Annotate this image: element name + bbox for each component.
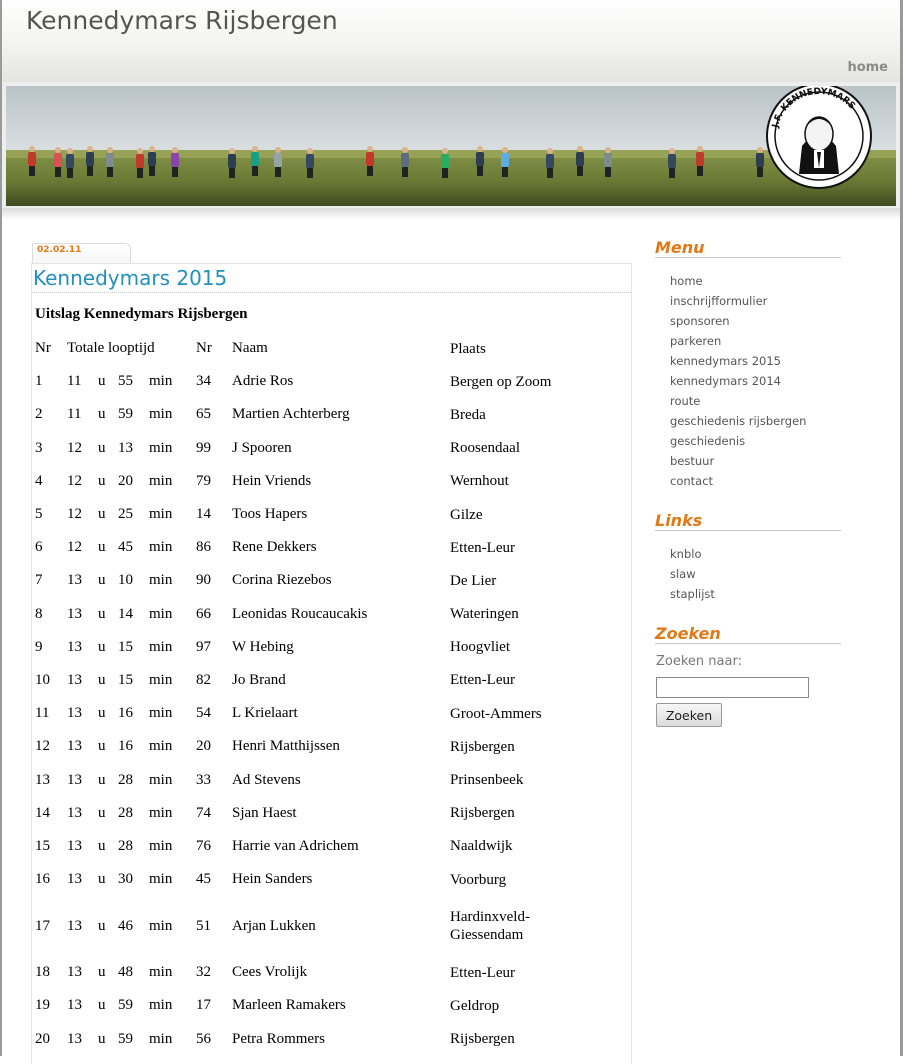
result-start-nr: 90 — [196, 572, 211, 589]
walker-legs — [149, 166, 155, 176]
walker-figure — [136, 154, 144, 168]
walker-legs — [229, 168, 235, 178]
result-minutes-unit: min — [149, 837, 173, 854]
walker-figure — [28, 152, 36, 166]
walker-legs — [605, 167, 611, 177]
result-nr: 2 — [35, 406, 43, 423]
table-row — [35, 631, 580, 664]
result-hours: 13 — [67, 1030, 82, 1047]
result-minutes: 28 — [118, 804, 133, 821]
result-minutes-unit: min — [149, 439, 173, 456]
logo-text: J.F. KENNEDYMARS — [770, 86, 857, 129]
result-hours: 13 — [67, 771, 82, 788]
result-city: Geldrop — [450, 997, 500, 1014]
table-row — [35, 432, 580, 465]
result-nr: 19 — [35, 997, 50, 1014]
result-start-nr: 76 — [196, 837, 211, 854]
result-start-nr: 86 — [196, 539, 211, 556]
result-name: Leonidas Roucaucakis — [232, 605, 368, 622]
walker-head — [502, 147, 508, 153]
result-nr: 14 — [35, 804, 50, 821]
walker-figure — [441, 154, 449, 168]
result-hours-unit: u — [98, 671, 106, 688]
result-hours-unit: u — [98, 406, 106, 423]
walker-figure — [228, 154, 236, 168]
result-hours-unit: u — [98, 439, 106, 456]
walker-head — [477, 146, 483, 152]
post-content — [31, 263, 632, 1064]
result-start-nr: 97 — [196, 638, 211, 655]
title-divider — [32, 292, 631, 293]
result-hours: 12 — [67, 539, 82, 556]
table-row — [35, 664, 580, 697]
result-minutes: 25 — [118, 506, 133, 523]
walker-legs — [67, 168, 73, 178]
links-heading: Links — [655, 511, 841, 531]
result-hours-unit: u — [98, 738, 106, 755]
result-name: Marleen Ramakers — [232, 997, 346, 1014]
result-name: Cees Vrolijk — [232, 964, 308, 981]
result-hours-unit: u — [98, 373, 106, 390]
result-nr: 7 — [35, 572, 43, 589]
result-city: Wateringen — [450, 606, 519, 623]
walker-head — [55, 147, 61, 153]
link-item-slaw[interactable]: slaw — [670, 567, 696, 581]
search-label: Zoeken naar: — [656, 654, 742, 669]
result-hours: 13 — [67, 997, 82, 1014]
walker-head — [87, 146, 93, 152]
walker-figure — [251, 152, 259, 166]
result-city: Breda — [450, 406, 486, 423]
walker-legs — [87, 166, 93, 176]
result-hours-unit: u — [98, 705, 106, 722]
table-row — [35, 989, 580, 1022]
result-minutes-unit: min — [149, 605, 173, 622]
result-minutes-unit: min — [149, 572, 173, 589]
result-hours: 12 — [67, 439, 82, 456]
result-hours: 13 — [67, 705, 82, 722]
result-minutes: 16 — [118, 705, 133, 722]
table-row — [35, 956, 580, 989]
result-hours-unit: u — [98, 964, 106, 981]
menu-item-sponsoren[interactable]: sponsoren — [670, 314, 730, 328]
result-minutes-unit: min — [149, 472, 173, 489]
result-city: Wernhout — [450, 473, 509, 490]
result-city: Hoogvliet — [450, 639, 510, 656]
menu-item-geschiedenis[interactable]: geschiedenis — [670, 434, 746, 448]
result-hours-unit: u — [98, 771, 106, 788]
result-hours: 13 — [67, 671, 82, 688]
result-city: Rijsbergen — [450, 1031, 515, 1048]
result-minutes-unit: min — [149, 804, 173, 821]
result-nr: 6 — [35, 539, 43, 556]
result-minutes-unit: min — [149, 638, 173, 655]
post-subtitle: Uitslag Kennedymars Rijsbergen — [35, 306, 248, 322]
walker-legs — [137, 168, 143, 178]
table-row — [35, 531, 580, 564]
walker-legs — [757, 167, 763, 177]
result-city: Etten-Leur — [450, 672, 515, 689]
table-row — [35, 730, 580, 763]
table-row — [35, 863, 580, 896]
result-minutes: 59 — [118, 406, 133, 423]
table-row — [35, 365, 580, 398]
menu-item-bestuur[interactable]: bestuur — [670, 454, 715, 468]
result-city: Roosendaal — [450, 440, 520, 457]
result-start-nr: 45 — [196, 871, 211, 888]
walker-legs — [307, 168, 313, 178]
result-start-nr: 54 — [196, 705, 211, 722]
result-name: Adrie Ros — [232, 373, 294, 390]
menu-item-home[interactable]: home — [670, 274, 703, 288]
result-start-nr: 82 — [196, 671, 211, 688]
nav-home-link[interactable]: home — [847, 60, 888, 75]
result-minutes-unit: min — [149, 406, 173, 423]
walker-legs — [697, 166, 703, 176]
walker-head — [547, 148, 553, 154]
result-name: Rene Dekkers — [232, 539, 317, 556]
menu-item-contact[interactable]: contact — [670, 474, 714, 488]
walker-figure — [696, 152, 704, 166]
result-minutes: 10 — [118, 572, 133, 589]
result-nr: 13 — [35, 771, 50, 788]
result-city: De Lier — [450, 572, 497, 589]
result-hours-unit: u — [98, 638, 106, 655]
result-minutes: 59 — [118, 997, 133, 1014]
result-minutes-unit: min — [149, 771, 173, 788]
result-city: Hardinxveld-Giessendam — [450, 909, 530, 944]
result-city: Rijsbergen — [450, 805, 515, 822]
walker-legs — [29, 166, 35, 176]
banner-frame — [2, 82, 900, 214]
result-name: Harrie van Adrichem — [232, 837, 359, 854]
result-start-nr: 51 — [196, 917, 211, 934]
walker-legs — [252, 166, 258, 176]
table-row — [35, 830, 580, 863]
result-start-nr: 20 — [196, 738, 211, 755]
header-start-nr: Nr — [196, 340, 212, 357]
result-name: Toos Hapers — [232, 506, 308, 523]
result-name: Petra Rommers — [232, 1030, 325, 1047]
result-name: Henri Matthijssen — [232, 738, 340, 755]
walker-head — [402, 147, 408, 153]
walker-legs — [502, 167, 508, 177]
walker-head — [29, 146, 35, 152]
result-name: Sjan Haest — [232, 804, 297, 821]
result-minutes: 15 — [118, 671, 133, 688]
walker-legs — [402, 167, 408, 177]
result-minutes-unit: min — [149, 964, 173, 981]
walker-figure — [604, 153, 612, 167]
walker-figure — [501, 153, 509, 167]
banner-image — [6, 86, 896, 206]
result-hours: 11 — [67, 373, 82, 390]
result-minutes-unit: min — [149, 373, 173, 390]
result-hours-unit: u — [98, 539, 106, 556]
result-minutes: 59 — [118, 1030, 133, 1047]
table-row — [35, 398, 580, 431]
result-nr: 5 — [35, 506, 43, 523]
walker-legs — [172, 167, 178, 177]
table-header-row — [35, 332, 580, 365]
walker-figure — [86, 152, 94, 166]
walker-head — [442, 148, 448, 154]
result-minutes-unit: min — [149, 738, 173, 755]
walker-figure — [306, 154, 314, 168]
banner-shadow — [2, 208, 900, 220]
table-row — [35, 797, 580, 830]
walker-legs — [442, 168, 448, 178]
site-header — [2, 0, 900, 83]
kennedy-logo — [767, 86, 871, 188]
table-row — [35, 465, 580, 498]
post-date: 02.02.11 — [37, 245, 82, 255]
result-start-nr: 56 — [196, 1030, 211, 1047]
walker-figure — [401, 153, 409, 167]
result-minutes-unit: min — [149, 997, 173, 1014]
walker-head — [107, 147, 113, 153]
result-hours: 13 — [67, 837, 82, 854]
walker-legs — [275, 167, 281, 177]
walker-head — [275, 147, 281, 153]
result-hours-unit: u — [98, 572, 106, 589]
result-name: Hein Vriends — [232, 472, 312, 489]
result-name: J Spooren — [232, 439, 292, 456]
result-city: Naaldwijk — [450, 838, 513, 855]
walker-head — [367, 146, 373, 152]
walker-head — [149, 146, 155, 152]
menu-item-kennedymars-2014[interactable]: kennedymars 2014 — [670, 374, 781, 388]
menu-item-route[interactable]: route — [670, 394, 701, 408]
result-hours-unit: u — [98, 804, 106, 821]
table-row — [35, 564, 580, 597]
walker-figure — [576, 152, 584, 166]
walker-figure — [66, 154, 74, 168]
search-heading: Zoeken — [655, 624, 841, 644]
result-hours-unit: u — [98, 997, 106, 1014]
result-nr: 9 — [35, 638, 43, 655]
result-minutes: 14 — [118, 605, 133, 622]
result-nr: 1 — [35, 373, 43, 390]
result-hours: 13 — [67, 871, 82, 888]
result-name: Corina Riezebos — [232, 572, 332, 589]
result-nr: 3 — [35, 439, 43, 456]
links-list — [670, 544, 715, 604]
result-minutes-unit: min — [149, 871, 173, 888]
result-start-nr: 66 — [196, 605, 211, 622]
result-hours: 12 — [67, 472, 82, 489]
result-hours: 13 — [67, 572, 82, 589]
result-minutes: 55 — [118, 373, 133, 390]
menu-list — [670, 271, 806, 491]
result-city: Prinsenbeek — [450, 772, 524, 789]
link-item-staplijst[interactable]: staplijst — [670, 587, 715, 601]
result-start-nr: 74 — [196, 804, 211, 821]
walker-head — [172, 147, 178, 153]
menu-heading: Menu — [655, 238, 841, 258]
result-nr: 10 — [35, 671, 50, 688]
search-input[interactable] — [656, 677, 809, 698]
result-hours-unit: u — [98, 472, 106, 489]
header-nr: Nr — [35, 340, 51, 357]
result-minutes-unit: min — [149, 1030, 173, 1047]
walker-head — [229, 148, 235, 154]
result-city: Rijsbergen — [450, 738, 515, 755]
walker-figure — [366, 152, 374, 166]
walker-head — [577, 146, 583, 152]
walker-figure — [148, 152, 156, 166]
menu-item-geschiedenis-rijsbergen[interactable]: geschiedenis rijsbergen — [670, 414, 807, 428]
result-name: Martien Achterberg — [232, 406, 350, 423]
walker-legs — [547, 168, 553, 178]
table-row — [35, 896, 580, 956]
result-city: Etten-Leur — [450, 539, 515, 556]
result-hours: 13 — [67, 964, 82, 981]
result-hours: 13 — [67, 917, 82, 934]
result-city: Gilze — [450, 506, 483, 523]
result-city: Bergen op Zoom — [450, 373, 552, 390]
table-row — [35, 498, 580, 531]
table-row — [35, 1023, 580, 1056]
result-name: L Krielaart — [232, 705, 298, 722]
result-minutes: 46 — [118, 917, 133, 934]
result-hours-unit: u — [98, 917, 106, 934]
result-start-nr: 79 — [196, 472, 211, 489]
result-minutes-unit: min — [149, 917, 173, 934]
result-hours-unit: u — [98, 605, 106, 622]
result-minutes: 13 — [118, 439, 133, 456]
walker-head — [137, 148, 143, 154]
walker-legs — [477, 166, 483, 176]
result-minutes: 28 — [118, 837, 133, 854]
site-title: Kennedymars Rijsbergen — [26, 6, 338, 35]
result-start-nr: 32 — [196, 964, 211, 981]
walker-figure — [476, 152, 484, 166]
result-nr: 12 — [35, 738, 50, 755]
walker-head — [307, 148, 313, 154]
post-date-tab — [32, 243, 131, 264]
result-hours-unit: u — [98, 871, 106, 888]
walker-figure — [274, 153, 282, 167]
result-start-nr: 17 — [196, 997, 211, 1014]
result-nr: 18 — [35, 964, 50, 981]
result-minutes-unit: min — [149, 506, 173, 523]
result-start-nr: 14 — [196, 506, 211, 523]
result-minutes: 30 — [118, 871, 133, 888]
result-minutes: 20 — [118, 472, 133, 489]
result-minutes: 28 — [118, 771, 133, 788]
result-nr: 16 — [35, 871, 50, 888]
walker-figure — [546, 154, 554, 168]
result-hours: 11 — [67, 406, 82, 423]
result-city: Voorburg — [450, 871, 507, 888]
walker-head — [669, 148, 675, 154]
result-minutes-unit: min — [149, 671, 173, 688]
table-row — [35, 697, 580, 730]
result-name: W Hebing — [232, 638, 294, 655]
result-hours: 13 — [67, 638, 82, 655]
result-hours: 13 — [67, 605, 82, 622]
result-minutes-unit: min — [149, 539, 173, 556]
result-nr: 17 — [35, 917, 50, 934]
result-name: Jo Brand — [232, 671, 286, 688]
walker-legs — [669, 168, 675, 178]
walker-head — [605, 147, 611, 153]
walker-head — [757, 147, 763, 153]
result-start-nr: 33 — [196, 771, 211, 788]
walker-legs — [107, 167, 113, 177]
result-city: Etten-Leur — [450, 964, 515, 981]
results-table — [35, 332, 580, 1056]
result-hours-unit: u — [98, 837, 106, 854]
walker-figure — [171, 153, 179, 167]
walker-head — [67, 148, 73, 154]
result-start-nr: 99 — [196, 439, 211, 456]
result-hours-unit: u — [98, 506, 106, 523]
result-hours: 13 — [67, 804, 82, 821]
result-nr: 4 — [35, 472, 43, 489]
table-row — [35, 598, 580, 631]
post-title[interactable]: Kennedymars 2015 — [33, 266, 228, 290]
result-minutes-unit: min — [149, 705, 173, 722]
result-name: Ad Stevens — [232, 771, 301, 788]
walker-figure — [54, 153, 62, 167]
header-city: Plaats — [450, 340, 486, 357]
result-start-nr: 65 — [196, 406, 211, 423]
result-hours: 13 — [67, 738, 82, 755]
walker-legs — [577, 166, 583, 176]
result-minutes: 16 — [118, 738, 133, 755]
search-button[interactable]: Zoeken — [656, 703, 722, 727]
result-start-nr: 34 — [196, 373, 211, 390]
link-item-knblo[interactable]: knblo — [670, 547, 702, 561]
walker-figure — [756, 153, 764, 167]
walker-head — [252, 146, 258, 152]
result-nr: 15 — [35, 837, 50, 854]
walker-figure — [668, 154, 676, 168]
result-city: Groot-Ammers — [450, 705, 542, 722]
header-name: Naam — [232, 340, 268, 357]
walker-legs — [55, 167, 61, 177]
walker-figure — [106, 153, 114, 167]
walker-legs — [367, 166, 373, 176]
result-nr: 8 — [35, 605, 43, 622]
header-time: Totale looptijd — [67, 340, 155, 357]
result-minutes: 15 — [118, 638, 133, 655]
result-hours-unit: u — [98, 1030, 106, 1047]
walker-head — [697, 146, 703, 152]
menu-item-parkeren[interactable]: parkeren — [670, 334, 722, 348]
result-minutes: 48 — [118, 964, 133, 981]
menu-item-kennedymars-2015[interactable]: kennedymars 2015 — [670, 354, 781, 368]
result-nr: 20 — [35, 1030, 50, 1047]
result-nr: 11 — [35, 705, 50, 722]
table-row — [35, 763, 580, 796]
result-hours: 12 — [67, 506, 82, 523]
result-name: Arjan Lukken — [232, 917, 316, 934]
result-minutes: 45 — [118, 539, 133, 556]
result-name: Hein Sanders — [232, 871, 313, 888]
menu-item-inschrijfformulier[interactable]: inschrijfformulier — [670, 294, 768, 308]
